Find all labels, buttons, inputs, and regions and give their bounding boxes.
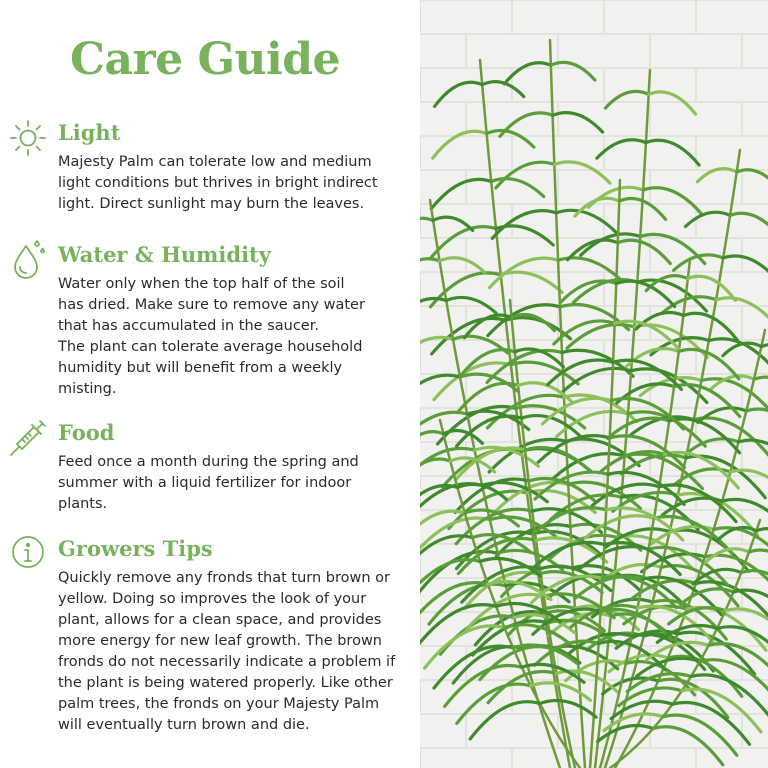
palm-illustration: [420, 0, 768, 768]
food-heading: Food: [58, 420, 115, 445]
info-icon: [8, 534, 48, 574]
light-heading: Light: [58, 120, 121, 145]
light-text: Majesty Palm can tolerate low and medium light conditions but thrives in bright indirect light. Direct sunlight may burn the leaves.: [58, 154, 378, 212]
tips-heading: Growers Tips: [58, 536, 213, 561]
food-text: Feed once a month during the spring and summer with a liquid fertilizer for indoor plants.: [58, 454, 359, 512]
water-drop-icon: [8, 240, 48, 280]
tips-text: Quickly remove any fronds that turn brown or yellow. Doing so improves the look of your plant, allows for a clean space, and provides more energy for new leaf growth. The brown fronds do not necessarily indicate a problem if the plant is being watered properly. Like other palm trees, the fronds on your Majesty Palm will eventually turn brown and die.: [58, 570, 396, 733]
sun-icon: [8, 118, 48, 158]
water-text: Water only when the top half of the soil has dried. Make sure to remove any water that has accumulated in the saucer. The plant can tolerate average household humidity but will benefit from a weekly misting.: [58, 276, 365, 397]
page-title: Care Guide: [69, 34, 341, 85]
palm-photo: [420, 0, 768, 768]
syringe-icon: [8, 418, 48, 458]
water-heading: Water & Humidity: [58, 242, 271, 267]
